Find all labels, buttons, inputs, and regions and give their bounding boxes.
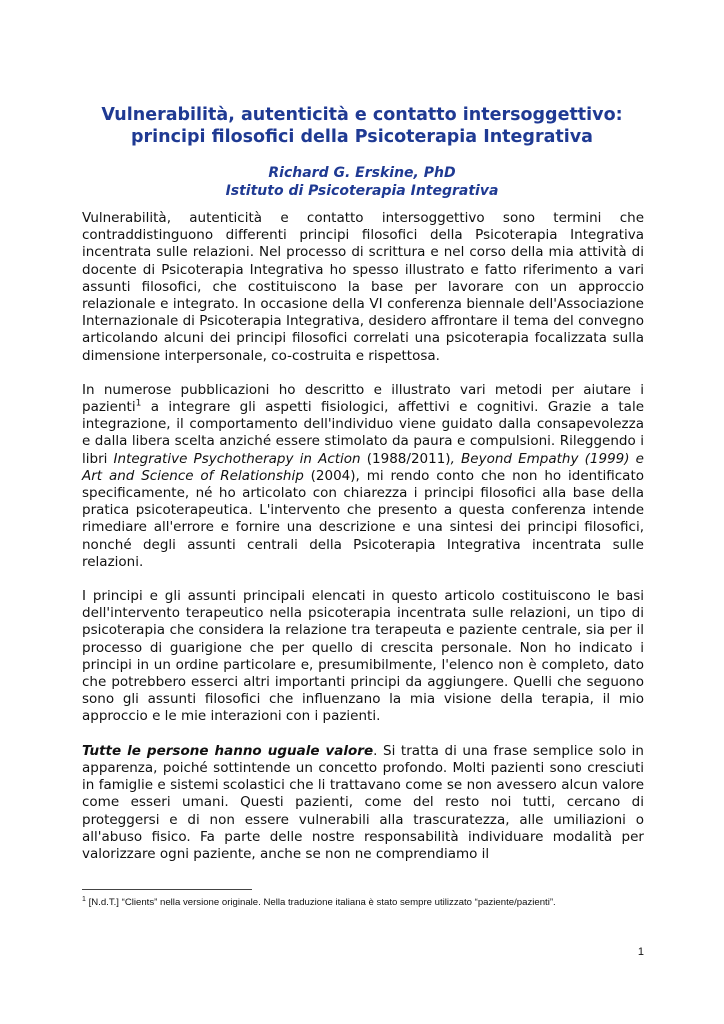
page-number: 1 bbox=[637, 946, 644, 958]
paragraph-3: I principi e gli assunti principali elencati in questo articolo costituiscono le basi dell'intervento terapeutico nella psicoterapia incentrata sulle relazioni, un tipo di psicoterapia che considera la relazione tra terapeuta e paziente centrale, sia per il processo di guarigione che per quello di crescita personale. Non ho indicato i principi in un ordine particolare e, presumibilmente, l'elenco non è completo, dato che potrebbero esserci altri importanti principi da aggiungere. Quelli che seguono sono gli assunti filosofici che influenzano la mia visione della terapia, il mio approccio e le mie interazioni con i pazienti. bbox=[82, 588, 644, 725]
footnote-marker: 1 bbox=[82, 895, 86, 903]
author-affiliation: Istituto di Psicoterapia Integrativa bbox=[225, 183, 499, 199]
footnote-separator bbox=[82, 889, 252, 890]
book-title-2: , Beyond Empathy (1999) e Art and Science of Relationship bbox=[82, 450, 644, 484]
paragraph-2-part-a: In numerose pubblicazioni ho descritto e illustrato vari metodi per aiutare i pazienti bbox=[82, 381, 644, 416]
book-title-1: Integrative Psychotherapy in Action bbox=[113, 450, 361, 467]
paragraph-2-part-c: (1988/2011) bbox=[360, 450, 451, 467]
footnote bbox=[82, 897, 672, 908]
paragraph-4-lead: Tutte le persone hanno uguale valore bbox=[82, 742, 374, 759]
paragraph-1: Vulnerabilità, autenticità e contatto intersoggettivo sono termini che contraddistinguono differenti principi filosofici della Psicoterapia Integrativa incentrata sulle relazioni. Nel processo di scrittura e nel corso della mia attività di docente di Psicoterapia Integrativa ho spesso illustrato e fatto riferimento a vari assunti filosofici, che costituiscono la base per lavorare con un approccio relazionale e integrato. In occasione della VI conferenza biennale dell'Associazione Internazionale di Psicoterapia Integrativa, desidero affrontare il tema del convegno articolando alcuni dei principi filosofici correlati una psicoterapia focalizzata sulla dimensione interpersonale, co-costruita e rispettosa. bbox=[82, 210, 644, 364]
footnote-ref: 1 bbox=[135, 398, 142, 409]
paragraph-4-text: . Si tratta di una frase semplice solo in apparenza, poiché sottintende un concetto profondo. Molti pazienti sono cresciuti in famiglie e sistemi scolastici che li trattavano come se non avessero alcun valore come esseri umani. Questi pazienti, come del resto noi tutti, cercano di proteggersi e di non essere vulnerabili alla trascuratezza, alle umiliazioni o all'abuso fisico. Fa parte delle nostre responsabilità individuare modalità per valorizzare ogni paziente, anche se non ne comprendiamo il bbox=[82, 742, 644, 862]
author-block bbox=[80, 164, 644, 200]
footnote-text: [N.d.T.] “Clients” nella versione originale. Nella traduzione italiana è stato sempre utilizzato “paziente/pazienti”. bbox=[85, 897, 556, 908]
title-line-2: principi filosofici della Psicoterapia Integrativa bbox=[131, 127, 593, 147]
author-name: Richard G. Erskine, PhD bbox=[268, 165, 456, 181]
title-line-1: Vulnerabilità, autenticità e contatto intersoggettivo: bbox=[101, 105, 623, 125]
paragraph-2-part-b: a integrare gli aspetti fisiologici, affettivi e cognitivi. Grazie a tale integrazione, il comportamento dell'individuo viene guidato dalla consapevolezza e dalla libera scelta anziché essere stimolato da paura e compulsioni. Rileggendo i libri bbox=[82, 399, 644, 467]
paragraph-4 bbox=[82, 743, 644, 863]
document-title bbox=[80, 104, 644, 148]
paragraph-2-part-d: (2004), mi rendo conto che non ho identificato specificamente, né ho articolato con chiarezza i principi filosofici alla base della pratica psicoterapeutica. L'intervento che presento a questa conferenza intende rimediare all'errore e fornire una descrizione e una sintesi dei principi filosofici, nonché degli assunti centrali della Psicoterapia Integrativa incentrata sulle relazioni. bbox=[82, 467, 644, 570]
body-text bbox=[82, 210, 644, 863]
paragraph-2 bbox=[82, 382, 644, 571]
